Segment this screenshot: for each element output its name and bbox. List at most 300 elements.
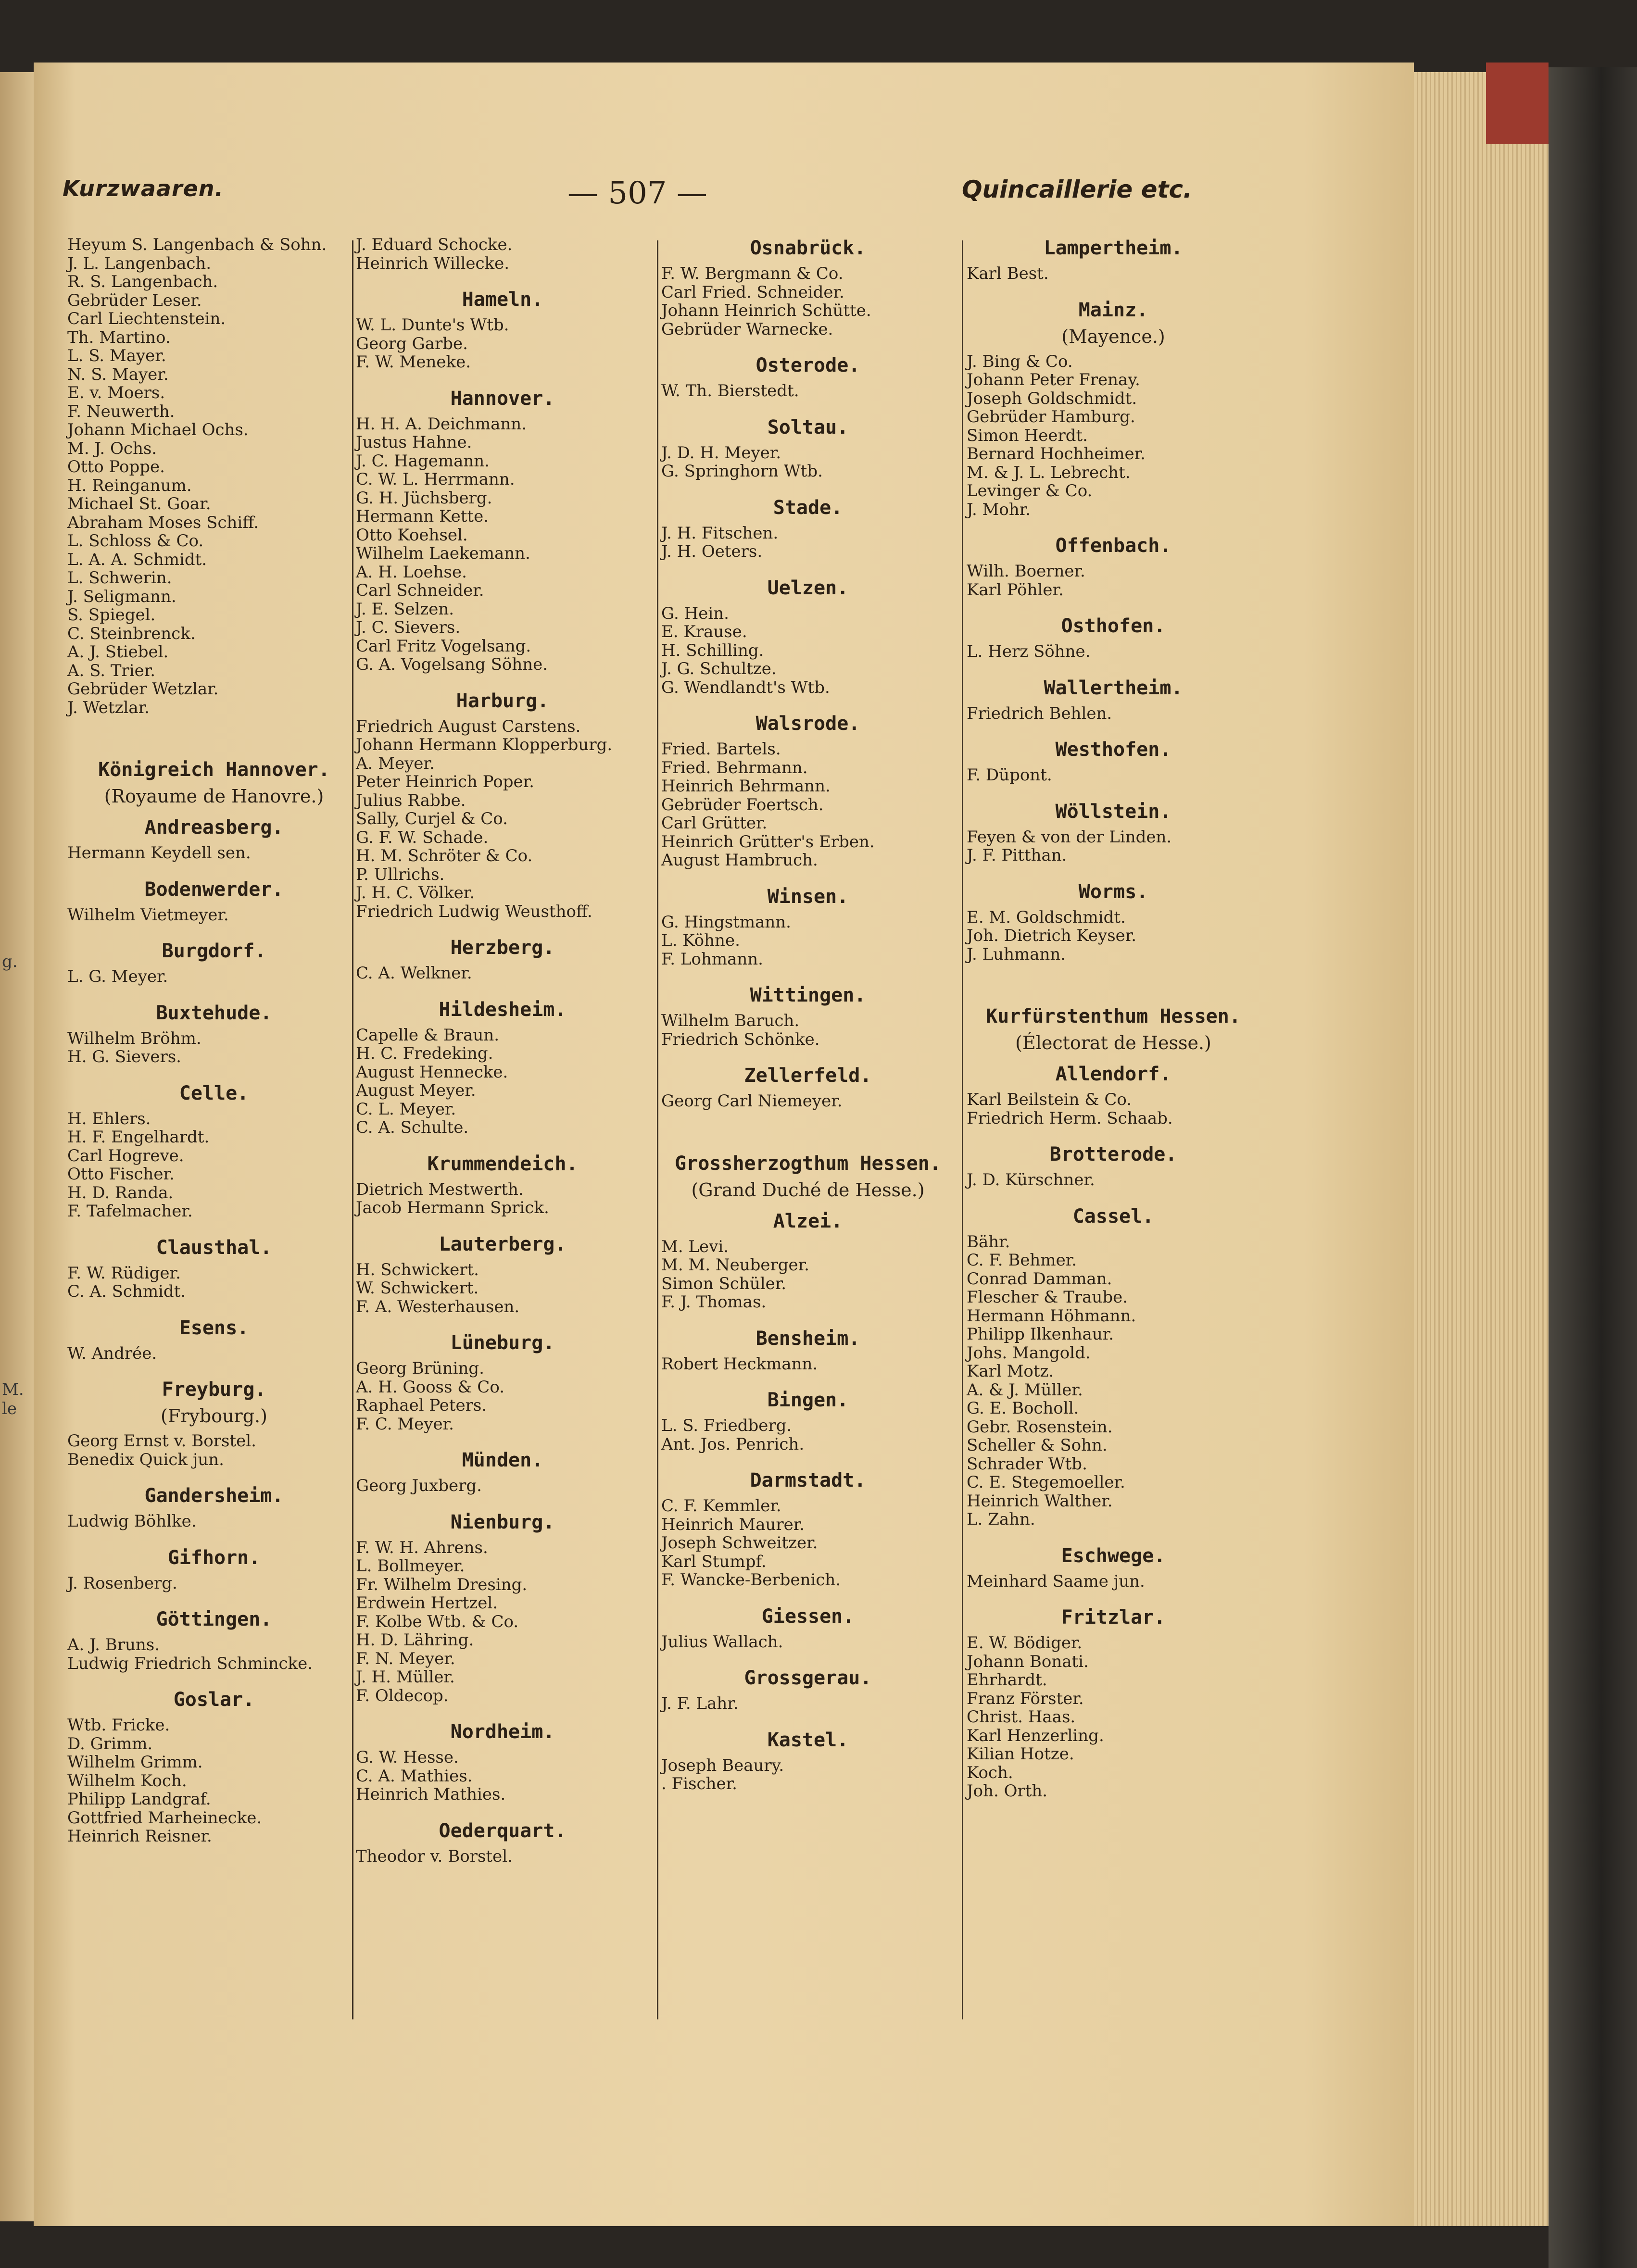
merchant-entry: H. Ehlers. [67, 1109, 151, 1128]
merchant-entry: Carl Hogreve. [67, 1146, 184, 1165]
merchant-list [356, 236, 649, 273]
town-section [661, 983, 955, 1049]
merchant-entry: Feyen & von der Linden. [967, 827, 1172, 847]
left-edge-fragment: g. [2, 952, 18, 971]
merchant-entry: Kilian Hotze. [967, 1744, 1074, 1764]
section-heading: Soltau. [767, 416, 849, 439]
town-section [67, 1001, 361, 1066]
merchant-entry: Joh. Dietrich Keyser. [967, 926, 1137, 945]
merchant-entry: H. C. Fredeking. [356, 1044, 493, 1063]
merchant-entry: R. S. Langenbach. [67, 272, 218, 291]
town-section [356, 689, 649, 921]
merchant-entry: Flescher & Traube. [967, 1288, 1128, 1307]
town-section [661, 236, 955, 338]
merchant-entry: Franz Förster. [967, 1689, 1084, 1708]
merchant-entry: H. Schilling. [661, 640, 764, 660]
merchant-list [967, 1090, 1260, 1128]
merchant-entry: J. H. Fitschen. [661, 523, 779, 543]
town-section [967, 1062, 1260, 1128]
section-heading: Nordheim. [450, 1721, 555, 1743]
section-heading: Bodenwerder. [144, 878, 284, 901]
merchant-entry: H. D. Randa. [67, 1183, 174, 1203]
merchant-entry: J. D. H. Meyer. [661, 443, 781, 463]
merchant-entry: G. E. Bocholl. [967, 1399, 1079, 1418]
entry-list-continued [67, 236, 361, 717]
merchant-entry: L. Zahn. [967, 1510, 1035, 1529]
merchant-entry: Gebr. Rosenstein. [967, 1417, 1113, 1437]
merchant-entry: E. M. Goldschmidt. [967, 907, 1126, 927]
merchant-entry: G. H. Jüchsberg. [356, 488, 492, 508]
merchant-entry: W. L. Dunte's Wtb. [356, 315, 509, 335]
merchant-entry: F. A. Westerhausen. [356, 1297, 520, 1316]
merchant-entry: Philipp Landgraf. [67, 1790, 211, 1809]
merchant-entry: M. J. Ochs. [67, 439, 157, 458]
town-section [356, 386, 649, 674]
town-section [661, 1728, 955, 1793]
merchant-list [356, 964, 649, 983]
merchant-entry: C. L. Meyer. [356, 1099, 456, 1119]
merchant-list [67, 1636, 361, 1673]
red-binding-band [1486, 63, 1549, 144]
section-heading: Kastel. [767, 1729, 849, 1751]
merchant-entry: Friedrich August Carstens. [356, 716, 581, 736]
merchant-entry: J. C. Hagemann. [356, 451, 490, 471]
merchant-entry: Koch. [967, 1763, 1013, 1782]
merchant-entry: August Hennecke. [356, 1062, 508, 1082]
merchant-entry: Georg Juxberg. [356, 1476, 482, 1495]
town-section [356, 997, 649, 1137]
section-gap [67, 731, 361, 757]
merchant-entry: Bernard Hochheimer. [967, 444, 1146, 464]
town-section [356, 935, 649, 983]
merchant-entry: C. E. Stegemoeller. [967, 1473, 1125, 1492]
merchant-entry: F. N. Meyer. [356, 1649, 455, 1668]
merchant-entry: L. A. A. Schmidt. [67, 550, 207, 569]
section-heading: Wöllstein. [1055, 800, 1171, 823]
column-rule [962, 240, 963, 2019]
merchant-entry: E. W. Bödiger. [967, 1633, 1083, 1653]
merchant-list [67, 1344, 361, 1363]
merchant-entry: A. J. Bruns. [67, 1635, 160, 1654]
merchant-entry: Bähr. [967, 1232, 1010, 1252]
town-section [67, 757, 361, 808]
merchant-entry: A. S. Trier. [67, 661, 156, 680]
merchant-list [661, 1633, 955, 1652]
merchant-entry: J. H. C. Völker. [356, 883, 475, 902]
merchant-list [967, 562, 1260, 599]
section-heading: Harburg. [456, 689, 549, 712]
merchant-list [356, 1026, 649, 1137]
town-section [661, 1326, 955, 1374]
merchant-entry: Carl Liechtenstein. [67, 309, 226, 328]
merchant-entry: Joseph Schweitzer. [661, 1533, 818, 1553]
town-section [967, 879, 1260, 964]
town-section [356, 1510, 649, 1705]
merchant-entry: L. Bollmeyer. [356, 1556, 465, 1576]
town-section [661, 711, 955, 870]
merchant-entry: F. C. Meyer. [356, 1414, 454, 1434]
town-section [967, 236, 1260, 283]
section-heading: Osthofen. [1061, 615, 1166, 637]
merchant-entry: Johann Hermann Klopperburg. [356, 735, 613, 754]
town-section [67, 815, 361, 863]
merchant-entry: Otto Koehsel. [356, 525, 468, 545]
section-heading: Herzberg. [450, 937, 555, 959]
merchant-list [67, 1512, 361, 1531]
merchant-list [67, 1716, 361, 1846]
column-4 [967, 236, 1260, 1815]
section-heading: Worms. [1078, 880, 1148, 903]
merchant-entry: G. Hingstmann. [661, 912, 791, 932]
section-heading: Darmstadt. [750, 1469, 866, 1491]
section-heading: Goslar. [173, 1689, 255, 1711]
merchant-entry: Simon Heerdt. [967, 426, 1088, 445]
merchant-entry: Gebrüder Hamburg. [967, 407, 1135, 426]
section-heading: Celle. [179, 1082, 249, 1104]
merchant-list [661, 524, 955, 561]
merchant-entry: Friedrich Behlen. [967, 703, 1112, 723]
section-heading: Hameln. [462, 288, 543, 311]
merchant-entry: L. S. Friedberg. [661, 1416, 792, 1435]
section-heading: Göttingen. [156, 1608, 272, 1630]
merchant-list [967, 1634, 1260, 1801]
merchant-entry: F. Oldecop. [356, 1686, 449, 1705]
merchant-entry: J. F. Lahr. [661, 1694, 739, 1713]
merchant-entry: Johann Heinrich Schütte. [661, 301, 871, 320]
section-heading: Gandersheim. [144, 1485, 284, 1507]
merchant-entry: Fried. Behrmann. [661, 758, 808, 777]
merchant-entry: H. Schwickert. [356, 1260, 479, 1279]
section-heading: Wittingen. [750, 984, 866, 1006]
merchant-entry: Sally, Curjel & Co. [356, 809, 508, 828]
merchant-entry: G. Springhorn Wtb. [661, 462, 823, 481]
merchant-entry: Robert Heckmann. [661, 1354, 818, 1374]
merchant-entry: Peter Heinrich Poper. [356, 772, 534, 791]
merchant-entry: F. Lohmann. [661, 949, 763, 969]
merchant-entry: Gottfried Marheinecke. [67, 1808, 262, 1828]
merchant-entry: L. Köhne. [661, 931, 740, 950]
merchant-entry: L. S. Mayer. [67, 346, 166, 365]
section-heading: Brotterode. [1049, 1143, 1177, 1165]
merchant-entry: Hermann Kette. [356, 507, 489, 526]
merchant-entry: Johann Bonati. [967, 1652, 1089, 1671]
merchant-entry: J. Luhmann. [967, 944, 1066, 964]
town-section [661, 1604, 955, 1652]
column-1 [67, 236, 361, 1860]
merchant-list [967, 766, 1260, 785]
merchant-entry: Friedrich Ludwig Weusthoff. [356, 902, 592, 921]
merchant-entry: Georg Garbe. [356, 334, 468, 353]
merchant-list [967, 1171, 1260, 1190]
merchant-list [967, 704, 1260, 723]
section-heading: Mainz. [1078, 299, 1148, 321]
section-heading: Königreich Hannover. [98, 759, 330, 781]
merchant-entry: F. Düpont. [967, 765, 1052, 785]
merchant-list [661, 740, 955, 870]
town-section [67, 1607, 361, 1673]
merchant-list [661, 1012, 955, 1049]
merchant-list [661, 1497, 955, 1590]
merchant-entry: F. W. H. Ahrens. [356, 1538, 488, 1557]
merchant-entry: Erdwein Hertzel. [356, 1593, 498, 1613]
merchant-entry: Carl Grütter. [661, 814, 768, 833]
merchant-list [67, 1432, 361, 1469]
merchant-entry: Johann Michael Ochs. [67, 420, 249, 439]
town-section [67, 1235, 361, 1301]
merchant-entry: Johs. Mangold. [967, 1343, 1091, 1363]
merchant-entry: A. J. Stiebel. [67, 642, 169, 662]
merchant-list [967, 264, 1260, 283]
section-heading: Osnabrück. [750, 237, 866, 259]
town-section [967, 1543, 1260, 1591]
merchant-entry: Georg Ernst v. Borstel. [67, 1431, 256, 1451]
merchant-entry: F. J. Thomas. [661, 1292, 767, 1312]
town-section [967, 737, 1260, 785]
merchant-entry: Joseph Goldschmidt. [967, 388, 1137, 408]
merchant-entry: J. E. Selzen. [356, 599, 454, 619]
merchant-list [67, 1029, 361, 1066]
section-heading: Wallertheim. [1044, 677, 1183, 699]
merchant-list [661, 444, 955, 481]
merchant-entry: M. & J. L. Lebrecht. [967, 463, 1131, 482]
column-rule [657, 240, 658, 2019]
town-section [356, 1448, 649, 1495]
page-edges [1414, 72, 1549, 2226]
merchant-entry: Johann Peter Frenay. [967, 370, 1140, 389]
merchant-list [967, 642, 1260, 661]
section-heading: Krummendeich. [427, 1153, 578, 1175]
section-heading: Hannover. [450, 387, 555, 410]
merchant-list [67, 1110, 361, 1221]
town-section [967, 676, 1260, 723]
running-head-left: Kurzwaaren. [63, 175, 224, 201]
town-section [356, 1818, 649, 1866]
merchant-entry: Joh. Orth. [967, 1781, 1048, 1801]
merchant-entry: H. D. Lähring. [356, 1630, 474, 1650]
merchant-entry: D. Grimm. [67, 1734, 153, 1754]
section-heading: Fritzlar. [1061, 1606, 1166, 1629]
merchant-entry: Dietrich Mestwerth. [356, 1179, 524, 1199]
merchant-entry: Christ. Haas. [967, 1707, 1076, 1727]
town-section [661, 1209, 955, 1312]
merchant-entry: C. F. Behmer. [967, 1251, 1077, 1270]
section-heading: Bensheim. [756, 1327, 860, 1350]
town-section [67, 939, 361, 986]
merchant-list [356, 316, 649, 372]
merchant-entry: Wilhelm Grimm. [67, 1753, 203, 1772]
merchant-entry: J. Seligmann. [67, 587, 176, 606]
merchant-entry: F. Wancke-Berbenich. [661, 1570, 841, 1590]
merchant-entry: Ant. Jos. Penrich. [661, 1434, 805, 1454]
town-section [661, 884, 955, 969]
section-heading: Buxtehude. [156, 1002, 272, 1024]
merchant-entry: Wilhelm Baruch. [661, 1011, 800, 1030]
merchant-entry: Hermann Keydell sen. [67, 843, 251, 863]
section-heading: Bingen. [767, 1389, 849, 1411]
merchant-entry: N. S. Mayer. [67, 364, 169, 384]
merchant-entry: Capelle & Braun. [356, 1025, 500, 1045]
page-number: — 507 — [567, 175, 707, 211]
merchant-entry: Carl Fritz Vogelsang. [356, 636, 531, 656]
section-gap [967, 978, 1260, 1004]
section-heading: Münden. [462, 1449, 543, 1471]
merchant-entry: L. G. Meyer. [67, 967, 168, 986]
town-section [67, 1377, 361, 1469]
merchant-list [661, 1355, 955, 1374]
merchant-entry: Scheller & Sohn. [967, 1436, 1108, 1455]
merchant-entry: Karl Stumpf. [661, 1552, 767, 1571]
merchant-entry: A. H. Gooss & Co. [356, 1377, 505, 1397]
merchant-entry: Friedrich Herm. Schaab. [967, 1108, 1173, 1128]
merchant-entry: M. Levi. [661, 1237, 729, 1256]
section-heading: Freyburg. [162, 1378, 266, 1401]
merchant-entry: Th. Martino. [67, 327, 171, 347]
merchant-entry: C. A. Mathies. [356, 1766, 473, 1786]
merchant-entry: Wtb. Fricke. [67, 1716, 170, 1735]
merchant-entry: C. A. Schulte. [356, 1118, 469, 1137]
merchant-entry: F. Tafelmacher. [67, 1202, 193, 1221]
merchant-entry: C. Steinbrenck. [67, 624, 196, 643]
town-section [967, 1142, 1260, 1190]
merchant-entry: P. Ullrichs. [356, 865, 445, 884]
merchant-entry: Wilhelm Koch. [67, 1771, 187, 1791]
merchant-entry: . Fischer. [661, 1774, 737, 1793]
section-heading: Nienburg. [450, 1511, 555, 1533]
merchant-entry: Ehrhardt. [967, 1670, 1047, 1690]
book-spine [1549, 67, 1637, 2268]
town-section [661, 353, 955, 401]
merchant-entry: Karl Beilstein & Co. [967, 1090, 1132, 1109]
merchant-list [356, 1847, 649, 1866]
merchant-entry: J. D. Kürschner. [967, 1170, 1095, 1190]
town-section [967, 614, 1260, 661]
town-section [661, 415, 955, 481]
merchant-entry: E. Krause. [661, 622, 747, 641]
town-section [661, 1388, 955, 1454]
merchant-list [356, 1539, 649, 1705]
town-section [356, 1232, 649, 1316]
merchant-list [661, 1756, 955, 1793]
section-heading: Stade. [773, 496, 843, 519]
merchant-entry: J. G. Schultze. [661, 659, 777, 678]
section-heading: Zellerfeld. [744, 1065, 872, 1087]
merchant-entry: Heinrich Reisner. [67, 1827, 212, 1846]
merchant-entry: C. A. Welkner. [356, 964, 472, 983]
merchant-entry: Philipp Ilkenhaur. [967, 1325, 1114, 1344]
merchant-entry: F. W. Meneke. [356, 352, 471, 372]
merchant-entry: L. Schloss & Co. [67, 531, 204, 551]
merchant-entry: Meinhard Saame jun. [967, 1571, 1145, 1591]
section-heading: Offenbach. [1055, 535, 1171, 557]
town-section [67, 1081, 361, 1221]
merchant-entry: G. F. W. Schade. [356, 827, 489, 847]
entry-list-continued [356, 236, 649, 273]
town-section [67, 1687, 361, 1846]
merchant-list [67, 1574, 361, 1593]
merchant-list [356, 1359, 649, 1433]
section-gap [661, 1125, 955, 1151]
section-heading: Uelzen. [767, 576, 849, 599]
merchant-entry: J. L. Langenbach. [67, 253, 212, 273]
merchant-entry: Michael St. Goar. [67, 494, 211, 514]
section-subheading: (Grand Duché de Hesse.) [691, 1179, 925, 1201]
town-section [67, 1316, 361, 1363]
section-heading: Westhofen. [1055, 739, 1171, 761]
merchant-list [661, 1092, 955, 1111]
section-heading: Lampertheim. [1044, 237, 1183, 259]
merchant-entry: Wilhelm Bröhm. [67, 1028, 201, 1048]
merchant-entry: Heinrich Willecke. [356, 253, 510, 273]
town-section [356, 1719, 649, 1804]
merchant-entry: Jacob Hermann Sprick. [356, 1198, 549, 1217]
merchant-entry: W. Andrée. [67, 1343, 157, 1363]
merchant-entry: Schrader Wtb. [967, 1454, 1087, 1474]
merchant-list [67, 236, 361, 717]
merchant-entry: S. Spiegel. [67, 605, 156, 625]
merchant-entry: Joseph Beaury. [661, 1755, 784, 1775]
merchant-entry: Theodor v. Borstel. [356, 1846, 513, 1866]
merchant-entry: H. M. Schröter & Co. [356, 846, 533, 865]
section-heading: Kurfürstenthum Hessen. [986, 1005, 1241, 1027]
merchant-entry: August Hambruch. [661, 851, 818, 870]
section-heading: Grossherzogthum Hessen. [675, 1152, 941, 1175]
merchant-entry: Hermann Höhmann. [967, 1306, 1136, 1326]
town-section [967, 533, 1260, 599]
section-subheading: (Royaume de Hanovre.) [104, 786, 324, 807]
town-section [661, 1468, 955, 1590]
section-heading: Grossgerau. [744, 1667, 872, 1689]
town-section [356, 287, 649, 372]
section-heading: Lüneburg. [450, 1332, 555, 1354]
merchant-entry: Fr. Wilhelm Dresing. [356, 1575, 528, 1594]
merchant-entry: G. W. Hesse. [356, 1748, 459, 1767]
column-2 [356, 236, 649, 1880]
town-section [967, 1605, 1260, 1801]
merchant-entry: Ludwig Böhlke. [67, 1512, 197, 1531]
merchant-entry: G. A. Vogelsang Söhne. [356, 655, 548, 674]
left-page-edge [0, 72, 34, 2221]
town-section [661, 1666, 955, 1713]
running-head-right: Quincaillerie etc. [962, 175, 1193, 203]
merchant-list [67, 906, 361, 925]
merchant-entry: J. H. Oeters. [661, 542, 763, 561]
merchant-entry: Benedix Quick jun. [67, 1450, 224, 1469]
merchant-entry: C. F. Kemmler. [661, 1496, 781, 1516]
merchant-entry: F. W. Rüdiger. [67, 1263, 181, 1283]
merchant-list [967, 908, 1260, 964]
merchant-list [661, 382, 955, 401]
section-heading: Clausthal. [156, 1236, 272, 1259]
merchant-list [356, 1180, 649, 1217]
merchant-entry: Carl Schneider. [356, 581, 484, 600]
merchant-entry: Justus Hahne. [356, 433, 472, 452]
merchant-list [661, 264, 955, 338]
section-subheading: (Frybourg.) [161, 1405, 267, 1427]
merchant-entry: L. Herz Söhne. [967, 642, 1091, 661]
merchant-entry: A. H. Loehse. [356, 562, 467, 582]
merchant-entry: Heinrich Grütter's Erben. [661, 832, 875, 852]
merchant-list [967, 352, 1260, 519]
merchant-entry: Julius Rabbe. [356, 790, 466, 810]
merchant-entry: Wilhelm Laekemann. [356, 544, 530, 563]
merchant-entry: Karl Motz. [967, 1362, 1054, 1381]
town-section [356, 1152, 649, 1217]
merchant-list [356, 1261, 649, 1316]
merchant-list [661, 1238, 955, 1312]
section-heading: Eschwege. [1061, 1544, 1166, 1567]
merchant-list [661, 1694, 955, 1713]
merchant-entry: H. G. Sievers. [67, 1047, 181, 1066]
